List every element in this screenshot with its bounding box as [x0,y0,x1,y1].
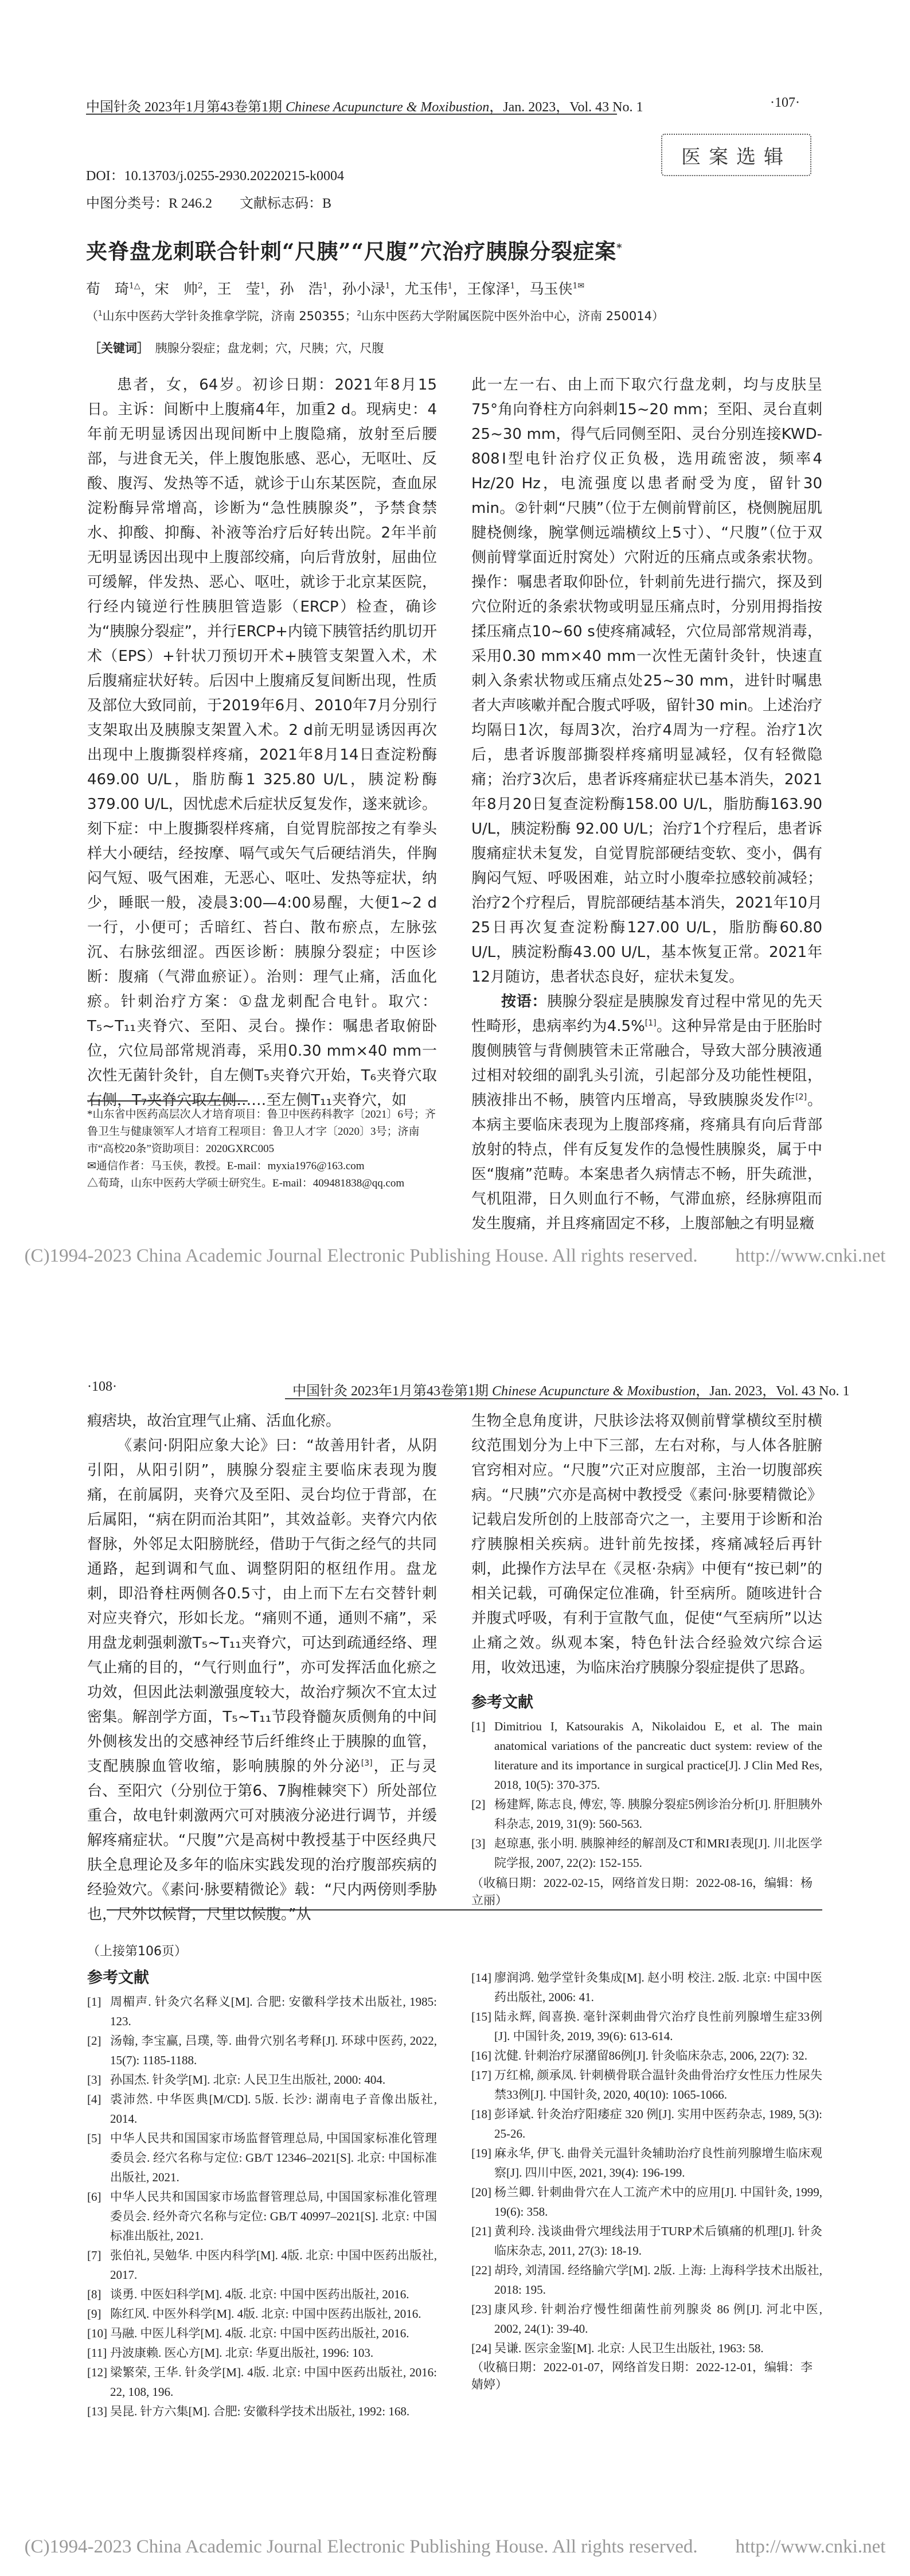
citation: [2] [795,1092,807,1102]
received-date: （收稿日期：2022-01-07，网络首发日期：2022-12-01，编辑：李婧婷） [471,2360,813,2391]
author: 尤玉伟$^1$， [404,281,467,297]
header-rule [285,1398,822,1399]
reference-number: [5] [87,2131,101,2145]
copyright-watermark: (C)1994-2023 China Academic Journal Electronic Publishing House. All rights reserved. http://www.cnki.net [24,2536,886,2557]
reference-number: [2] [471,1797,486,1811]
section-divider [107,1909,822,1910]
copyright-watermark: (C)1994-2023 China Academic Journal Electronic Publishing House. All rights reserved. http://www.cnki.net [24,1246,886,1266]
reference-text: 杨兰卿. 针刺曲骨穴在人工流产术中的应用[J]. 中国针灸, 1999, 19(6): 358. [494,2185,822,2219]
reference-item [471,2104,822,2143]
reference-text: 彭译斌. 针灸治疗阳痿症 320 例[J]. 实用中医药杂志, 1989, 5(3): 25-26. [494,2107,822,2141]
reference-text: 赵琼惠, 张小明. 胰腺神经的解剖及CT和MRI表现[J]. 川北医学院学报, 2007, 22(2): 152-155. [494,1836,822,1870]
reference-text: 康风珍. 针刺治疗慢性细菌性前列腺炎 86 例[J]. 河北中医, 2002, 24(1): 39-40. [494,2302,822,2336]
page-number: ·108· [87,1379,117,1394]
reference-number: [12] [87,2365,107,2379]
case-report-left-column [87,373,437,1113]
citation: [3] [361,1758,373,1768]
header-rule [86,114,617,115]
page-number: ·107· [770,95,800,110]
reference-item [87,2363,437,2402]
author-list [86,278,584,298]
reference-item [87,2324,437,2343]
case-history-paragraph: 患者，女，64岁。初诊日期：2021年8月15日。主诉：间断中上腹痛4年，加重2 d。现病史：4年前无明显诱因出现间断中上腹隐痛，放射至后腰部，与进食无关，伴上腹饱胀感、恶心，无呕吐、反酸、腹泻、发热等不适，就诊于山东某医院，查血尿淀粉酶异常增高，诊断为“急性胰腺炎”，予禁食禁水、抑酸、抑酶、补液等治疗后好转出院。2年半前无明显诱因出现中上腹部绞痛，向后背放射，屈曲位可缓解，伴发热、恶心、呕吐，就诊于北京某医院，行经内镜逆行性胰胆管造影（ERCP）检查，确诊为“胰腺分裂症”，并行ERCP+内镜下胰管括约肌切开术（EPS）+针状刀预切开术+胰管支架置入术，术后腹痛症状好转。后因中上腹痛反复间断出现，性质及部位大致同前，于2019年6月、2010年7月分别行支架取出及胰腺支架置入术。2 d前无明显诱因再次出现中上腹撕裂样疼痛，2021年8月14日查淀粉酶 469.00 U/L，脂肪酶1 325.80 U/L，胰淀粉酶379.00 U/L，因忧虑术后症状反复发作，遂来就诊。刻下症：中上腹撕裂样疼痛，自觉胃脘部按之有拳头样大小硬结，经按摩、嗝气或矢气后硬结消失，伴胸闷气短、吸气困难，无恶心、呕吐、发热等症状，纳少，睡眠一般，凌晨3:00—4:00易醒，大便1~2 d一行，小便可；舌暗红、苔白、散布瘀点，左脉弦沉、右脉弦细涩。西医诊断：胰腺分裂症；中医诊断：腹痛（气滞血瘀证）。治则：理气止痛，活血化瘀。针刺治疗方案：①盘龙刺配合电针。取穴：T₅~T₁₁夹脊穴、至阳、灵台。操作：嘱患者取俯卧位，穴位局部常规消毒，采用0.30 mm×40 mm一次性无菌针灸针，自左侧T₅夹脊穴开始，T₆夹脊穴取右侧，T₇夹脊穴取左侧……至左侧T₁₁夹脊穴，如 [87,376,437,1109]
reference-item [87,2089,437,2128]
reference-text: 丹波康赖. 医心方[M]. 北京: 华夏出版社, 1996: 103. [110,2346,374,2360]
reference-text: 陈红风. 中医外科学[M]. 4版. 北京: 中国中医药出版社, 2016. [110,2307,421,2321]
reference-item [471,2260,822,2299]
reference-number: [7] [87,2248,101,2262]
references-section [471,1690,822,1908]
reference-number: [15] [471,2010,491,2024]
reference-number: [1] [87,1995,101,2009]
reference-text: 张伯礼, 吴勉华. 中医内科学[M]. 4版. 北京: 中国中医药出版社, 2017. [110,2248,437,2282]
reference-number: [10] [87,2326,107,2340]
reference-item [471,1795,822,1834]
discussion-paragraph: 《素问·阴阳应象大论》曰：“故善用针者，从阴引阳，从阳引阴”，胰腺分裂症主要临床表现为腹痛，在前属阴，夹脊穴及至阳、灵台均位于背部，在后属阳，“病在阴而治其阳”，其效益彰。夹脊穴内依督脉，外邻足太阳膀胱经，借助于气街之经气的共同通路，起到调和气血、调整阴阳的枢纽作用。盘龙刺，即沿脊柱两侧各0.5寸，由上而下左右交替针刺对应夹脊穴，形如长龙。“痛则不通，通则不痛”，采用盘龙刺强刺激T₅~T₁₁夹脊穴，可达到疏通经络、理气止痛的目的，“气行则血行”，亦可发挥活血化瘀之功效，但因此法刺激强度较大，故治疗频次不宜太过密集。解剖学方面，T₅~T₁₁节段脊髓灰质侧角的中间外侧核发出的交感神经节后纤维终止于胰腺的血管，支配胰腺血管收缩，影响胰腺的外分泌[3]，正与灵台、至阳穴（分别位于第6、7胸椎棘突下）所处部位重合，故电针刺激两穴可对胰液分泌进行调节，并缓解疼痛症状。“尺腹”穴是高树中教授基于中医经典尺肤全息理论及多年的临床实践发现的治疗腹部疾病的经验效穴。《素问·脉要精微论》载：“尺内两傍则季胁也，尺外以候肾，尺里以候腹。”从 [87,1437,437,1923]
reference-number: [18] [471,2107,491,2121]
reference-number: [13] [87,2404,107,2418]
reference-item [471,2221,822,2260]
reference-text: 汤翰, 李宝赢, 吕璞, 等. 曲骨穴别名考释[J]. 环球中医药, 2022, 15(7): 1185-1188. [110,2034,437,2067]
reference-number: [3] [87,2073,101,2087]
author: 荀 琦$^{1\triangle}$， [86,281,155,297]
keywords-label: ［关键词］ [89,341,143,355]
doi: DOI：10.13703/j.0255-2930.20220215-k0004 [86,169,344,184]
reference-text: 中华人民共和国国家市场监督管理总局, 中国国家标准化管理委员会. 经外奇穴名称与定位: GB/T 40997–2021[S]. 北京: 中国标准出版社, 2021. [110,2190,437,2243]
reference-text: 孙国杰. 针灸学[M]. 北京: 人民卫生出版社, 2000: 404. [110,2073,386,2087]
references-section-continued-right [471,1968,822,2392]
reference-text: Dimitriou I, Katsourakis A, Nikolaidou E, et al. The main anatomical variations of the pancreatic duct system: review of the literature and its importance in surgical practice[J]. J Clin Med Res, 2018, 10(5): 370-375. [494,1719,822,1792]
title-text: 夹脊盘龙刺联合针刺“尺胰”“尺腹”穴治疗胰腺分裂症案 [86,239,617,264]
reference-item [471,2007,822,2046]
received-date: （收稿日期：2022-02-15，网络首发日期：2022-08-16，编辑：杨立丽） [471,1876,813,1907]
reference-number: [9] [87,2307,101,2321]
reference-item [471,2299,822,2338]
reference-text: 谈勇. 中医妇科学[M]. 4版. 北京: 中国中医药出版社, 2016. [110,2287,409,2301]
reference-text: 周楣声. 针灸穴名释义[M]. 合肥: 安徽科学技术出版社, 1985: 123. [110,1995,437,2028]
reference-text: 吴昆. 针方六集[M]. 合肥: 安徽科学技术出版社, 1992: 168. [110,2404,410,2418]
reference-number: [16] [471,2049,491,2063]
continued-from-note: （上接第106页） [87,1944,187,1959]
reference-item [87,2187,437,2246]
author: 宋 帅$^2$， [154,281,217,297]
treatment-paragraph: 此一左一右、由上而下取穴行盘龙刺，均与皮肤呈75°角向脊柱方向斜刺15~20 mm；至阳、灵台直刺25~30 mm，得气后同侧至阳、灵台分别连接KWD-808Ⅰ型电针治疗仪正负极，选用疏密波，频率4 Hz/20 Hz，电流强度以患者耐受为度，留针30 min。②针刺“尺胰”（位于左侧前臂前区，桡侧腕屈肌腱桡侧缘，腕掌侧远端横纹上5寸）、“尺腹”（位于双侧前臂掌面近肘窝处）穴附近的压痛点或条索状物。操作：嘱患者取仰卧位，针刺前先进行揣穴，探及到穴位附近的条索状物或明显压痛点时，分别用拇指按揉压痛点10~60 s使疼痛减轻，穴位局部常规消毒，采用0.30 mm×40 mm一次性无菌针灸针，快速直刺入条索状物或压痛点处25~30 mm，进针时嘱患者大声咳嗽并配合腹式呼吸，留针30 min。上述治疗均隔日1次，每周3次，治疗4周为一疗程。治疗1次后，患者诉腹部撕裂样疼痛明显减轻，仅有轻微隐痛；治疗3次后，患者诉疼痛症状已基本消失，2021年8月20日复查淀粉酶158.00 U/L，脂肪酶163.90 U/L，胰淀粉酶 92.00 U/L；治疗1个疗程后，患者诉腹痛症状未复发，自觉胃脘部硬结变软、变小，偶有胸闷气短、呼吸困难，站立时小腹牵拉感较前减轻；治疗2个疗程后，胃脘部硬结基本消失，2021年10月25日再次复查淀粉酶127.00 U/L，脂肪酶60.80 U/L，胰淀粉酶43.00 U/L，基本恢复正常。2021年12月随访，患者状态良好，症状未复发。 [471,376,822,986]
reference-number: [3] [471,1836,486,1850]
reference-item [87,2246,437,2285]
funding-note: *山东省中医药高层次人才培育项目：鲁卫中医药科教字〔2021〕6号；齐鲁卫生与健康领军人才培育工程项目：鲁卫人才字〔2020〕3号；济南市“高校20条”资助项目：2020GXRC005 [87,1108,436,1155]
reference-item [87,2031,437,2070]
header-journal-cn: 中国针灸 2023年1月第43卷第1期 [292,1384,492,1399]
reference-item [87,1992,437,2031]
reference-number: [2] [87,2034,101,2048]
commentary-label: 按语： [501,993,548,1010]
header-issue: ，Jan. 2023，Vol. 43 No. 1 [489,100,643,115]
reference-list [87,1992,437,2421]
author: 孙小渌$^1$， [342,281,405,297]
running-header [86,95,643,115]
reference-number: [20] [471,2185,491,2199]
reference-text: 杨建辉, 陈志良, 傅宏, 等. 胰腺分裂症5例诊治分析[J]. 肝胆胰外科杂志, 2019, 31(9): 560-563. [494,1797,822,1831]
reference-list [471,1717,822,1873]
reference-text: 马融. 中医儿科学[M]. 4版. 北京: 中国中医药出版社, 2016. [110,2326,409,2340]
reference-number: [23] [471,2302,491,2316]
reference-number: [22] [471,2263,491,2277]
reference-item [471,2338,822,2358]
author: 王 莹$^1$， [217,281,280,297]
reference-number: [24] [471,2341,491,2355]
reference-item [87,2304,437,2324]
reference-item [471,1968,822,2007]
reference-number: [19] [471,2146,491,2160]
references-heading: 参考文献 [471,1694,533,1711]
commentary-continued: 瘕痞块，故治宜理气止痛、活血化瘀。 [87,1412,341,1430]
author: 马玉侠$^{1✉}$ [529,281,585,297]
reference-item [471,2046,822,2065]
reference-number: [11] [87,2346,107,2360]
reference-text: 胡玲, 刘清国. 经络腧穴学[M]. 2版. 上海: 上海科学技术出版社, 2018: 195. [494,2263,822,2297]
reference-item [471,1834,822,1873]
reference-item [87,2343,437,2363]
reference-item [87,2128,437,2187]
references-heading: 参考文献 [87,1969,149,1987]
header-journal-cn: 中国针灸 2023年1月第43卷第1期 [86,100,286,115]
reference-text: 万红棉, 颜承凤. 针刺横骨联合温针灸曲骨治疗女性压力性尿失禁33例[J]. 中国针灸, 2020, 40(10): 1065-1066. [494,2068,822,2102]
affiliations: （$^1$山东中医药大学针灸推拿学院，济南 250355；$^2$山东中医药大学附属医院中医外治中心，济南 250014） [86,309,664,323]
reference-item [471,2143,822,2182]
reference-text: 黄利玲. 浅谈曲骨穴埋线法用于TURP术后镇痛的机理[J]. 针灸临床杂志, 2011, 27(3): 18-19. [494,2224,822,2258]
references-section-continued [87,1965,437,2421]
header-journal-en: Chinese Acupuncture & Moxibustion [492,1384,696,1399]
keywords [89,339,384,356]
commentary-paragraph: 按语：胰腺分裂症是胰腺发育过程中常见的先天性畸形，患病率约为4.5%[1]。这种异常是由于胚胎时腹侧胰管与背侧胰管未正常融合，导致大部分胰液通过相对较细的副乳头引流，引起部分及功能性梗阻，胰液排出不畅，胰管内压增高，导致胰腺炎发作[2]。本病主要临床表现为上腹部疼痛，疼痛具有向后背部放射的特点，伴有反复发作的急慢性胰腺炎，属于中医“腹痛”范畴。本案患者久病情志不畅，肝失疏泄，气机阻滞，日久则血行不畅，气滞血瘀，经脉痹阻而发生腹痛，并且疼痛固定不移，上腹部触之有明显癥 [471,993,822,1232]
reference-item [471,2182,822,2221]
header-journal-en: Chinese Acupuncture & Moxibustion [286,100,490,115]
reference-text: 廖润鸿. 勉学堂针灸集成[M]. 赵小明 校注. 2版. 北京: 中国中医药出版社, 2006: 41. [494,1971,822,2004]
reference-number: [4] [87,2092,101,2106]
reference-number: [8] [87,2287,101,2301]
header-issue: ，Jan. 2023，Vol. 43 No. 1 [696,1384,850,1399]
article-title [86,234,623,265]
keywords-value: 胰腺分裂症；盘龙刺；穴，尺胰；穴，尺腹 [155,341,384,355]
reference-item [471,1717,822,1795]
reference-number: [21] [471,2224,491,2238]
reference-number: [17] [471,2068,491,2082]
section-label: 医案选辑 [661,134,811,176]
reference-text: 陆永辉, 阎喜换. 毫针深刺曲骨穴治疗良性前列腺增生症33例[J]. 中国针灸, 2019, 39(6): 613-614. [494,2010,822,2043]
reference-item [87,2070,437,2089]
reference-text: 吴谦. 医宗金鉴[M]. 北京: 人民卫生出版社, 1963: 58. [494,2341,764,2355]
reference-item [87,2285,437,2304]
classification: 中图分类号：R 246.2 文献标志码：B [86,196,332,211]
reference-text: 中华人民共和国国家市场监督管理总局, 中国国家标准化管理委员会. 经穴名称与定位: GB/T 12346–2021[S]. 北京: 中国标准出版社, 2021. [110,2131,437,2184]
discussion-left-column [87,1409,437,1927]
case-report-right-column [471,373,822,1236]
corresponding-author-note: ✉通信作者：马玉侠，教授。E-mail：myxia1976@163.com [87,1160,365,1172]
author: 孙 浩$^1$， [279,281,342,297]
reference-list [471,1968,822,2358]
citation: [1] [645,1018,657,1028]
reference-text: 沈健. 针刺治疗尿潴留86例[J]. 针灸临床杂志, 2006, 22(7): 32. [494,2049,807,2063]
reference-number: [6] [87,2190,101,2204]
reference-number: [1] [471,1719,486,1733]
first-author-note: △荀琦，山东中医药大学硕士研究生。E-mail：409481838@qq.com [87,1177,405,1189]
author: 王傢泽$^1$， [467,281,530,297]
reference-text: 麻永华, 伊飞. 曲骨关元温针灸辅助治疗良性前列腺增生临床观察[J]. 四川中医, 2021, 39(4): 196-199. [494,2146,822,2180]
footnote-rule [87,1100,248,1102]
discussion-right-column [471,1409,822,1680]
footnotes [87,1106,437,1192]
reference-text: 梁繁荣, 王华. 针灸学[M]. 4版. 北京: 中国中医药出版社, 2016: 22, 108, 196. [110,2365,437,2399]
running-header [292,1379,850,1399]
reference-item [87,2402,437,2421]
reference-number: [14] [471,1971,491,1984]
title-footnote-mark: * [616,242,623,254]
reference-item [471,2065,822,2104]
reference-text: 裘沛然. 中华医典[M/CD]. 5版. 长沙: 湖南电子音像出版社, 2014. [110,2092,437,2126]
discussion-continued: 生物全息角度讲，尺肤诊法将双侧前臂掌横纹至肘横纹范围划分为上中下三部，左右对称，与人体各脏腑官窍相对应。“尺腹”穴正对应腹部，主治一切腹部疾病。“尺胰”穴亦是高树中教授受《素问·脉要精微论》记载启发所创的上肢部奇穴之一，主要用于诊断和治疗胰腺相关疾病。进针前先按揉，疼痛减轻后再针刺，此操作方法早在《灵枢·杂病》中便有“按已刺”的相关记载，可确保定位准确，针至病所。随咳进针合并腹式呼吸，有利于宣散气血，促使“气至病所”以达止痛之效。纵观本案，特色针法合经验效穴综合运用，收效迅速，为临床治疗胰腺分裂症提供了思路。 [471,1412,822,1676]
